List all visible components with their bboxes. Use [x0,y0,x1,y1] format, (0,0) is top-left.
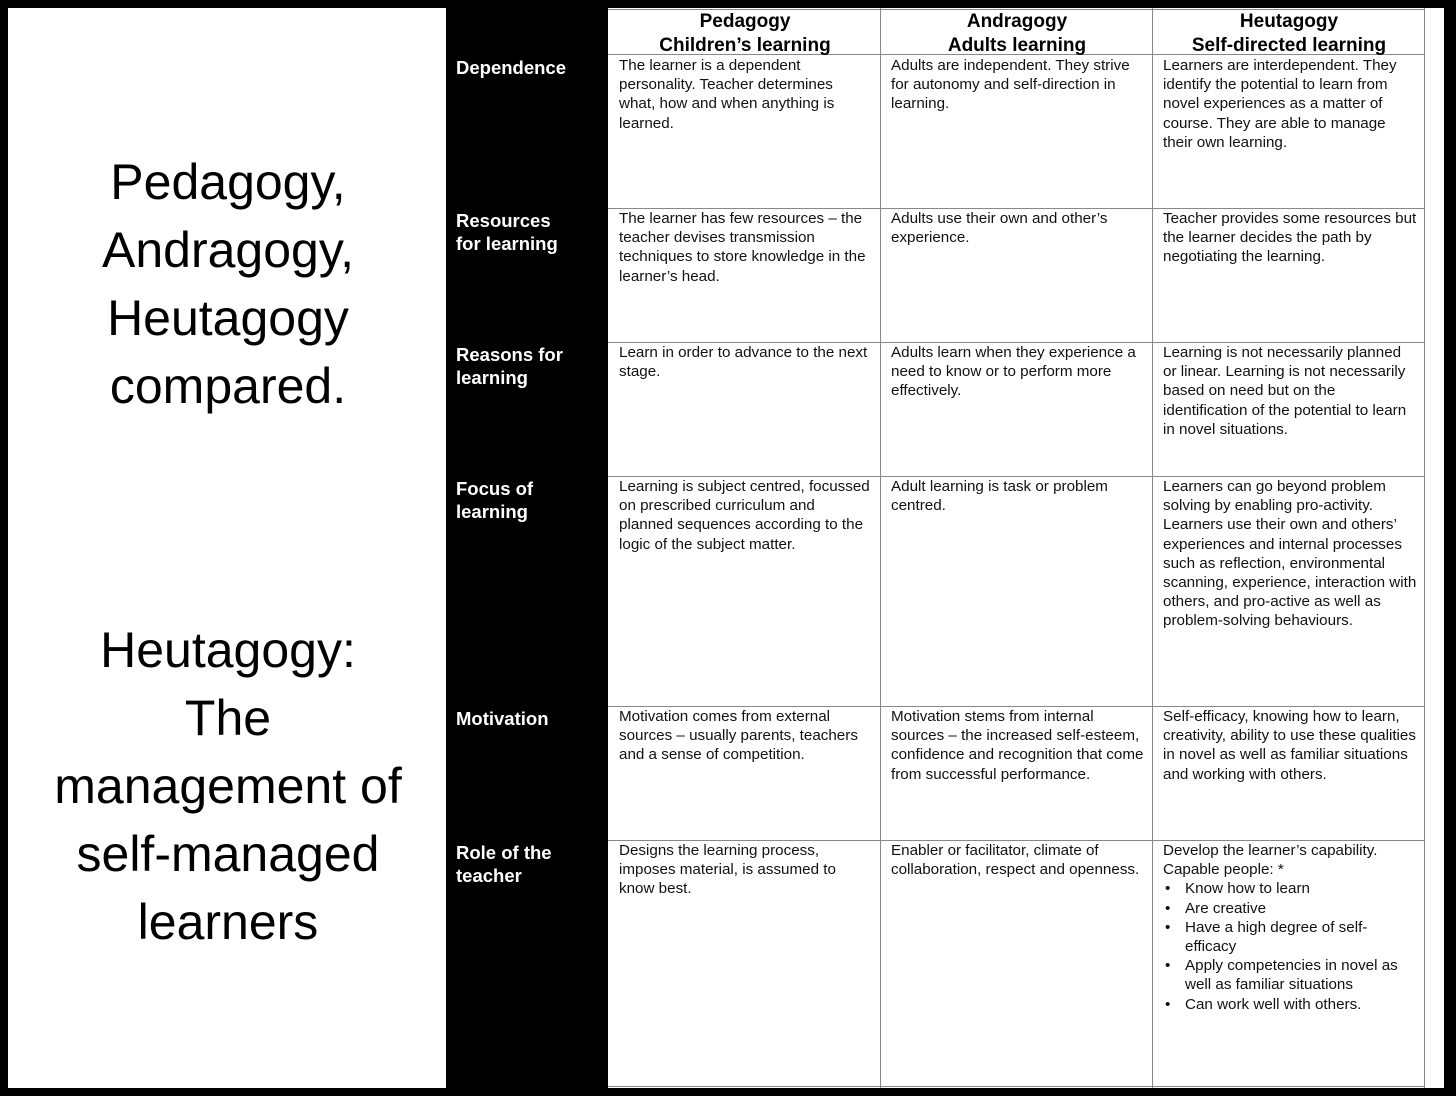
column-header-pedagogy [610,10,880,58]
cell-role-andragogy: Enabler or facilitator, climate of collaboration, respect and openness. [891,842,1140,879]
row-header-column [446,8,608,1088]
row-divider [608,1086,1424,1087]
capable-people-lead: Capable people: * [1163,861,1284,879]
column-header-heutagogy [1154,10,1424,58]
subtitle-line: Heutagogy: [100,622,356,678]
cell-motivation-andragogy: Motivation stems from internal sources – the increased self-esteem, confidence and recognition that come from successful performance. [891,708,1144,783]
row-label-line: Dependence [456,57,567,78]
row-label-line: Resources [456,210,551,231]
column-header-name: Pedagogy [699,11,791,32]
slide-subtitle [18,616,438,956]
cell-motivation-heutagogy: Self-efficacy, knowing how to learn, creativity, ability to use these qualities in novel as well as familiar situations and working with others. [1163,708,1416,783]
cell-role-pedagogy: Designs the learning process, imposes material, is assumed to know best. [619,842,836,898]
row-label-focus [456,477,606,523]
column-header-subtitle: Children’s learning [659,35,831,56]
list-item: • Are creative [1163,899,1417,918]
row-label-line: for learning [456,233,558,254]
cell-dependence-heutagogy: Learners are interdependent. They identify the potential to learn from novel experiences as a matter of course. They are able to manage their own learning. [1163,57,1397,151]
cell-role-heutagogy [1163,841,1417,1014]
row-label-line: learning [456,501,528,522]
title-line: Andragogy, [101,222,355,278]
subtitle-line: self-managed [76,826,380,882]
row-label-line: learning [456,367,528,388]
title-line: compared. [109,358,347,414]
comparison-table [446,8,1426,1088]
cell-resources-pedagogy: The learner has few resources – the teacher devises transmission techniques to store knowledge in the learner’s head. [619,210,866,285]
row-label-line: Role of the [456,842,552,863]
column-divider [1152,8,1153,1088]
row-label-reasons [456,343,606,389]
column-header-subtitle: Self-directed learning [1191,35,1387,56]
subtitle-line: learners [137,894,319,950]
slide [8,8,1444,1088]
slide-left-panel [8,8,446,1088]
cell-resources-andragogy: Adults use their own and other’s experience. [891,210,1108,247]
cell-focus-pedagogy: Learning is subject centred, focussed on prescribed curriculum and planned sequences according to the logic of the subject matter. [619,478,870,553]
column-header-name: Heutagogy [1239,11,1339,32]
cell-reasons-heutagogy: Learning is not necessarily planned or linear. Learning is not necessarily based on need but on the identification of the potential to learn in novel situations. [1163,344,1407,438]
list-item: • Apply competencies in novel as well as familiar situations [1163,956,1417,994]
column-divider [1424,8,1425,1088]
row-label-dependence [456,56,606,79]
cell-dependence-pedagogy: The learner is a dependent personality. Teacher determines what, how and when anything is learned. [619,57,835,132]
column-header-andragogy [882,10,1152,58]
list-item: • Can work well with others. [1163,995,1417,1014]
title-line: Heutagogy [107,290,349,346]
row-label-line: Focus of [456,478,534,499]
subtitle-line: The [184,690,272,746]
list-item: • Have a high degree of self-efficacy [1163,918,1417,956]
row-label-line: Motivation [456,708,549,729]
cell-dependence-andragogy: Adults are independent. They strive for autonomy and self-direction in learning. [891,57,1130,113]
column-divider [880,8,881,1088]
column-header-subtitle: Adults learning [947,35,1087,56]
row-label-resources [456,209,606,255]
capability-intro: Develop the learner’s capability. [1163,842,1378,859]
cell-focus-heutagogy: Learners can go beyond problem solving by enabling pro-activity. Learners use their own and others’ experiences and internal processes such as reflection, environmental scanning, experience, interaction with others, and pro-active as well as problem-solving behaviours. [1163,478,1417,630]
cell-reasons-andragogy: Adults learn when they experience a need to know or to perform more effectively. [891,344,1136,400]
title-line: Pedagogy, [110,154,346,210]
row-label-line: teacher [456,865,522,886]
row-label-line: Reasons for [456,344,563,365]
cell-reasons-pedagogy: Learn in order to advance to the next stage. [619,344,868,381]
list-item: • Know how to learn [1163,879,1417,898]
slide-title [18,148,438,420]
subtitle-line: management of [54,758,402,814]
cell-resources-heutagogy: Teacher provides some resources but the learner decides the path by negotiating the learning. [1163,210,1417,266]
row-label-motivation [456,707,606,730]
cell-motivation-pedagogy: Motivation comes from external sources – usually parents, teachers and a sense of competition. [619,708,858,764]
row-label-role [456,841,606,887]
column-header-name: Andragogy [966,11,1068,32]
cell-focus-andragogy: Adult learning is task or problem centred. [891,478,1108,515]
capability-list [1163,879,1417,1013]
